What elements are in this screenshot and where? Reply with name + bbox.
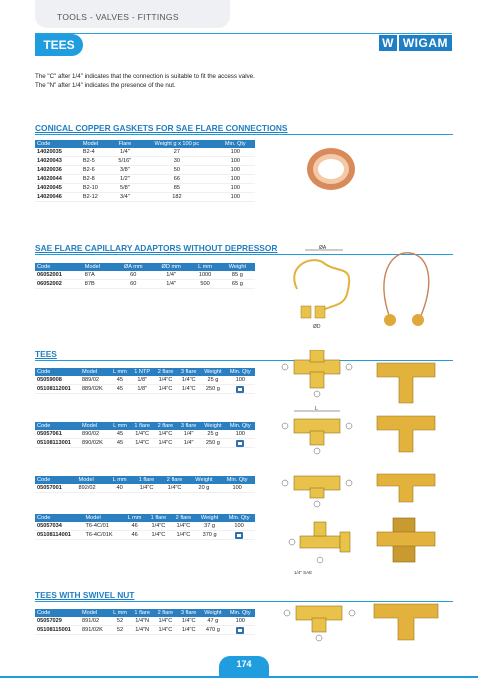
col-header: 3 flare — [177, 422, 200, 430]
section-title-capillary: SAE FLARE CAPILLARY ADAPTORS WITHOUT DEPRESSOR — [35, 243, 278, 253]
cell: 890/02K — [80, 439, 109, 448]
cell: 65 g — [220, 280, 255, 289]
col-header: Code — [35, 514, 84, 522]
kit-pack-icon — [226, 626, 256, 635]
cell: 1/4"C — [177, 617, 200, 626]
cell: 25 g — [200, 430, 225, 439]
cell: B2-4 — [81, 148, 112, 157]
cell: 66 — [138, 175, 215, 184]
col-header: Code — [35, 476, 77, 484]
tee-swivel-photo — [372, 596, 440, 644]
cell: 1/4"C — [177, 385, 200, 394]
cell: 3/4" — [111, 193, 138, 202]
table-row — [35, 166, 255, 175]
note-n: The "N" after 1/4" indicates the presence of the nut. — [35, 82, 176, 89]
col-header: Min. Qty — [219, 476, 255, 484]
cell-code: 14020046 — [35, 193, 81, 202]
cell-code: 06052001 — [35, 271, 83, 280]
table-header-row — [35, 263, 255, 271]
kit-pack-icon — [226, 385, 255, 394]
cell: 890/02 — [80, 430, 109, 439]
cell-code: 14020035 — [35, 148, 81, 157]
section-title-gaskets: CONICAL COPPER GASKETS FOR SAE FLARE CONNECTIONS — [35, 123, 288, 133]
cell-code: 05057034 — [35, 522, 84, 531]
cell-code: 05108112001 — [35, 385, 80, 394]
table-header-row — [35, 514, 255, 522]
cell: 1/8" — [130, 385, 154, 394]
cell: 892/02 — [77, 484, 107, 493]
col-header: Weight — [200, 368, 225, 376]
cell: 1/4"C — [131, 439, 154, 448]
cell: 47 g — [200, 617, 225, 626]
tee-892-photo — [375, 464, 437, 504]
cell-code: 05057061 — [35, 430, 80, 439]
cell: T6-4C/01 — [84, 522, 124, 531]
wigam-logo-icon: W — [379, 35, 397, 51]
cell: 1/4"C — [154, 430, 177, 439]
cell-code: 05108113001 — [35, 439, 80, 448]
cell: 1/4"C — [146, 522, 171, 531]
cell: 100 — [216, 193, 255, 202]
cell: B2-12 — [81, 193, 112, 202]
cell-code: 05108115001 — [35, 626, 80, 635]
cell: 889/02 — [80, 376, 109, 385]
capillary-table — [35, 263, 255, 289]
col-header: 2 flare — [154, 609, 177, 617]
kit-pack-icon — [226, 439, 256, 448]
cell: 100 — [219, 484, 255, 493]
cell-code: 06052002 — [35, 280, 83, 289]
cell: 1/4"N — [131, 617, 154, 626]
cell: 45 — [109, 385, 130, 394]
cell: 1/4"C — [171, 522, 196, 531]
section-rule — [35, 134, 453, 135]
tee-889-photo — [375, 353, 437, 405]
col-header: L mm — [107, 476, 133, 484]
header-tab — [35, 0, 230, 28]
copper-gasket-image — [305, 145, 357, 193]
col-header: 1 flare — [132, 476, 160, 484]
dim-l-label: L — [315, 406, 318, 412]
cell: 85 — [138, 184, 215, 193]
cell: 100 — [216, 157, 255, 166]
table-row — [35, 484, 255, 493]
table-row — [35, 617, 255, 626]
cell: 1/4"C — [161, 484, 189, 493]
col-header: 2 flare — [171, 514, 196, 522]
cell: 500 — [190, 280, 219, 289]
cell: 1/4" — [152, 280, 190, 289]
cell: 1/4"C — [154, 439, 177, 448]
cell: 60 — [115, 280, 152, 289]
cell-code: 05057001 — [35, 484, 77, 493]
table-header-row — [35, 422, 255, 430]
cell: 1/4"N — [131, 626, 154, 635]
table-header-row — [35, 609, 255, 617]
cell: 891/02K — [80, 626, 109, 635]
cell: 889/02K — [80, 385, 109, 394]
table-header-row — [35, 140, 255, 148]
cell: 37 g — [196, 522, 223, 531]
cell: 1/4"C — [154, 626, 177, 635]
tee-t6-drawing — [280, 518, 360, 578]
col-weight: Weight — [220, 263, 255, 271]
cell: 250 g — [200, 439, 225, 448]
cell: 370 g — [196, 531, 223, 540]
cell: 1/4"C — [177, 626, 200, 635]
kit-pack-icon — [223, 531, 255, 540]
table-row — [35, 531, 255, 540]
cell: 45 — [110, 439, 131, 448]
section-title-swivel: TEES WITH SWIVEL NUT — [35, 590, 135, 600]
cell: 85 g — [220, 271, 255, 280]
gaskets-table — [35, 140, 255, 202]
cell-code: 05108114001 — [35, 531, 84, 540]
col-header: Weight — [196, 514, 223, 522]
capillary-photo — [370, 248, 440, 330]
cell: 46 — [123, 531, 146, 540]
dim-a-label: ØA — [319, 245, 327, 251]
cell: 30 — [138, 157, 215, 166]
col-header: 1 flare — [146, 514, 171, 522]
table-row — [35, 175, 255, 184]
tee-t6-photo — [375, 514, 437, 570]
cell: 5/8" — [111, 184, 138, 193]
col-header: Weight — [189, 476, 220, 484]
table-header-row — [35, 368, 255, 376]
col-header: Code — [35, 368, 80, 376]
col-header: Model — [84, 514, 124, 522]
note-c: The "C" after 1/4" indicates that the connection is suitable to fit the access valve. — [35, 73, 255, 80]
cell: B2-5 — [81, 157, 112, 166]
col-header: Min. Qty — [226, 609, 256, 617]
cell: 1/4"C — [132, 484, 160, 493]
col-header: 1 NTP — [130, 368, 154, 376]
cell: 60 — [115, 271, 152, 280]
table-row — [35, 626, 255, 635]
cell: 182 — [138, 193, 215, 202]
cell: 20 g — [189, 484, 220, 493]
brand-name: WIGAM — [399, 35, 452, 51]
col-header: L mm — [109, 368, 130, 376]
cell: B2-10 — [81, 184, 112, 193]
table-row — [35, 430, 255, 439]
col-header: Code — [35, 422, 80, 430]
col-code: Code — [35, 140, 81, 148]
cell: 87A — [83, 271, 115, 280]
swivel-table — [35, 609, 255, 635]
cell: 100 — [223, 522, 255, 531]
cell: 100 — [216, 166, 255, 175]
cell: 1/4"C — [154, 617, 177, 626]
table-header-row — [35, 476, 255, 484]
dim-sae-label: 1/4" SAE — [294, 570, 313, 575]
col-header: 1 flare — [131, 609, 154, 617]
table-row — [35, 376, 255, 385]
col-min-qty: Min. Qty — [216, 140, 255, 148]
col-header: L mm — [110, 422, 131, 430]
table-row — [35, 193, 255, 202]
cell-code: 14020043 — [35, 157, 81, 166]
col-header: Min. Qty — [226, 368, 255, 376]
cell: 1/4"C — [146, 531, 171, 540]
col-header: 3 flare — [177, 609, 200, 617]
table-row — [35, 184, 255, 193]
table-row — [35, 385, 255, 394]
cell: 1/4"C — [154, 385, 177, 394]
tee-swivel-drawing — [282, 594, 362, 644]
cell-code: 05057029 — [35, 617, 80, 626]
section-title-tees: TEES — [35, 349, 57, 359]
cell: 1/4"C — [131, 430, 154, 439]
table-row — [35, 439, 255, 448]
col-header: Weight — [200, 422, 225, 430]
cell: 470 g — [200, 626, 225, 635]
cell: 1/2" — [111, 175, 138, 184]
tee-892-drawing — [280, 464, 355, 510]
col-weight: Weight g x 100 pc — [138, 140, 215, 148]
table-row — [35, 157, 255, 166]
col-header: 3 flare — [177, 368, 200, 376]
tees-table-3 — [35, 476, 255, 493]
cell: 1/4" — [152, 271, 190, 280]
tee-890-photo — [375, 408, 437, 454]
col-flare: Flare — [111, 140, 138, 148]
cell: 45 — [109, 376, 130, 385]
page-title: TEES — [35, 34, 83, 56]
cell-code: 14020044 — [35, 175, 81, 184]
cell: 45 — [110, 430, 131, 439]
cell: 100 — [226, 617, 256, 626]
cell: 1/4" — [177, 430, 200, 439]
cell: 52 — [110, 626, 131, 635]
cell: 50 — [138, 166, 215, 175]
table-row — [35, 271, 255, 280]
cell: 1/4"C — [154, 376, 177, 385]
col-header: Weight — [200, 609, 225, 617]
cell: 1/4" — [177, 439, 200, 448]
tee-889-drawing — [280, 350, 355, 398]
col-a: ØA mm — [115, 263, 152, 271]
cell: 100 — [216, 184, 255, 193]
col-header: L mm — [110, 609, 131, 617]
brand-logo — [379, 34, 452, 52]
cell: 40 — [107, 484, 133, 493]
cell: 1/4"C — [171, 531, 196, 540]
col-header: Model — [80, 422, 109, 430]
table-row — [35, 280, 255, 289]
cell: 1000 — [190, 271, 219, 280]
cell: 27 — [138, 148, 215, 157]
cell: 52 — [110, 617, 131, 626]
cell-code: 14020045 — [35, 184, 81, 193]
tees-table-4 — [35, 514, 255, 540]
cell: 1/4"C — [177, 376, 200, 385]
col-header: 2 flare — [161, 476, 189, 484]
cell-code: 14020036 — [35, 166, 81, 175]
cell: 100 — [216, 148, 255, 157]
tee-890-drawing — [280, 405, 355, 455]
table-row — [35, 148, 255, 157]
col-model: Model — [83, 263, 115, 271]
cell: T6-4C/01K — [84, 531, 124, 540]
cell: 5/16" — [111, 157, 138, 166]
cell: 1/8" — [130, 376, 154, 385]
tees-table-2 — [35, 422, 255, 448]
col-header: L mm — [123, 514, 146, 522]
cell: 25 g — [200, 376, 225, 385]
col-header: Min. Qty — [223, 514, 255, 522]
capillary-drawing — [285, 244, 360, 330]
cell: 891/02 — [80, 617, 109, 626]
cell: 100 — [216, 175, 255, 184]
cell: 46 — [123, 522, 146, 531]
cell: 100 — [226, 430, 256, 439]
tees-table-1 — [35, 368, 255, 394]
cell: 87B — [83, 280, 115, 289]
col-code: Code — [35, 263, 83, 271]
col-header: Model — [77, 476, 107, 484]
col-header: Model — [80, 368, 109, 376]
table-row — [35, 522, 255, 531]
cell: 100 — [226, 376, 255, 385]
cell: 3/8" — [111, 166, 138, 175]
col-header: Model — [80, 609, 109, 617]
page-number: 174 — [219, 656, 269, 678]
col-header: 1 flare — [131, 422, 154, 430]
cell: 1/4" — [111, 148, 138, 157]
dim-d-label: ØD — [313, 324, 321, 330]
cell-code: 05059008 — [35, 376, 80, 385]
col-header: 2 flare — [154, 422, 177, 430]
cell: 250 g — [200, 385, 225, 394]
cell: B2-8 — [81, 175, 112, 184]
col-d: ØD mm — [152, 263, 190, 271]
col-header: 2 flare — [154, 368, 177, 376]
cell: B2-6 — [81, 166, 112, 175]
col-l: L mm — [190, 263, 219, 271]
breadcrumb: TOOLS - VALVES - FITTINGS — [57, 12, 179, 22]
col-header: Code — [35, 609, 80, 617]
col-model: Model — [81, 140, 112, 148]
col-header: Min. Qty — [226, 422, 256, 430]
